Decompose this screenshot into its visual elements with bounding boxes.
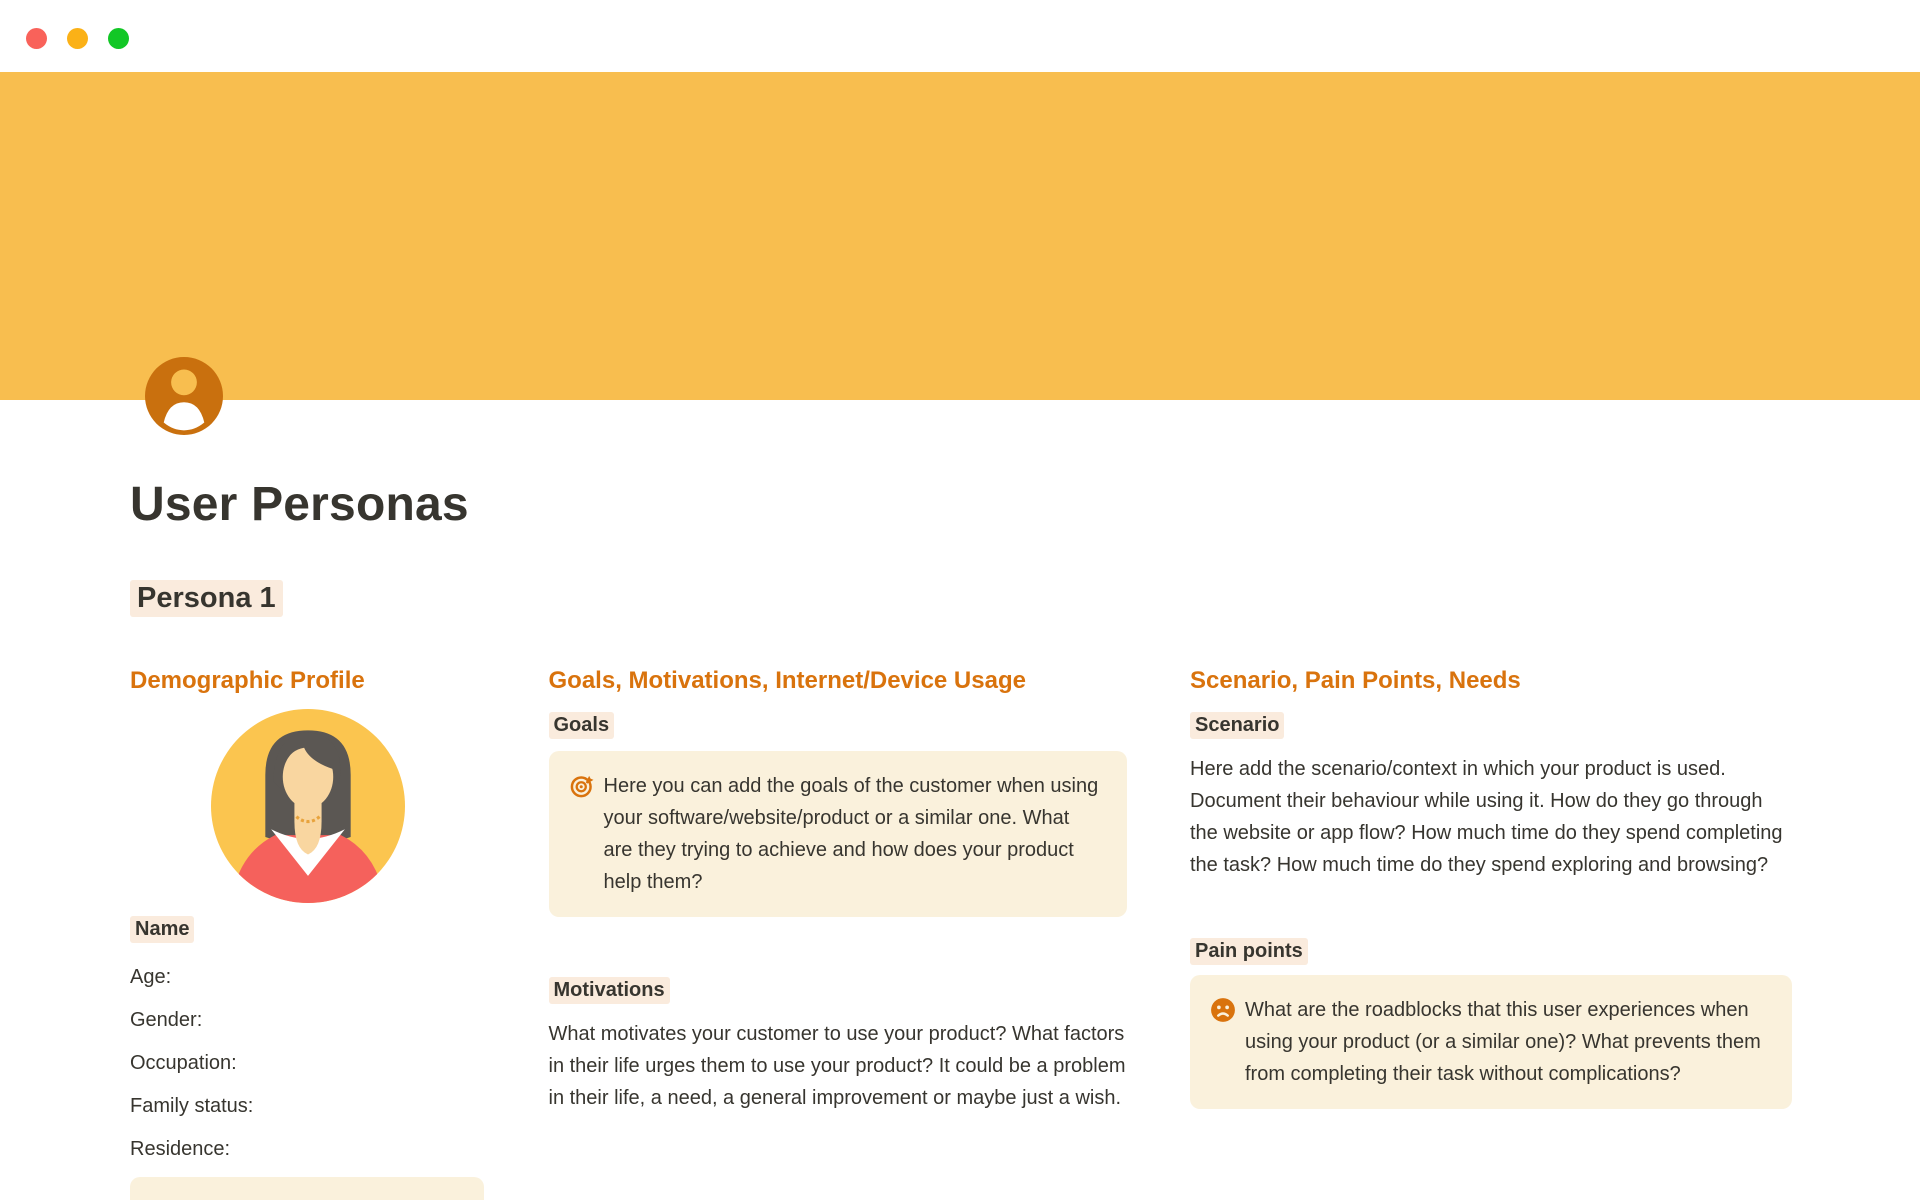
close-button[interactable] [26,28,47,49]
field-gender[interactable]: Gender: [130,1009,203,1031]
goals-callout[interactable] [549,751,1127,917]
minimize-button[interactable] [67,28,88,49]
motivations-label[interactable]: Motivations [549,975,1127,1005]
demographic-profile-heading[interactable]: Demographic Profile [130,667,365,694]
field-occupation[interactable]: Occupation: [130,1052,237,1074]
motivations-paragraph[interactable]: What motivates your customer to use your product? What factors in their life urges them to use your product? It could be a problem in their life, a need, a general improvement or maybe just a wish. [548,1023,1126,1109]
woman-avatar-illustration[interactable] [211,709,405,903]
pain-points-callout[interactable] [1190,975,1792,1109]
name-label[interactable]: Name [130,914,485,944]
page-cover-banner[interactable] [0,72,1920,400]
goals-label[interactable]: Goals [549,710,1127,740]
scenario-painpoints-heading[interactable]: Scenario, Pain Points, Needs [1190,667,1521,694]
goals-callout-text: Here you can add the goals of the customer when using your software/website/product or a similar one. What are they trying to achieve and how does your product help them? [603,775,1099,893]
field-residence[interactable]: Residence: [130,1138,231,1160]
page-body [0,475,1920,1200]
pain-points-callout-text: What are the roadblocks that this user experiences when using your product (or a similar one)? What prevents them from completing their task without complications? [1245,999,1761,1085]
field-age[interactable]: Age: [130,966,172,988]
column-goals-motivations [549,666,1127,1200]
scenario-label[interactable]: Scenario [1190,710,1792,740]
persona-columns [130,666,1792,1200]
traffic-lights [26,28,129,49]
sad-face-icon [1210,997,1236,1023]
column-scenario-painpoints [1190,666,1792,1200]
column-demographic-profile [130,666,485,1200]
persona-section-heading[interactable]: Persona 1 [130,578,1792,618]
user-circle-icon[interactable] [145,357,223,435]
scenario-paragraph[interactable]: Here add the scenario/context in which your product is used. Document their behaviour while using it. How do they go through the website or app flow? How much time do they spend completing the task? How much time do they spend exploring and browsing? [1190,758,1783,876]
target-icon [569,773,595,799]
field-family-status[interactable]: Family status: [130,1095,254,1117]
truncated-callout[interactable] [130,1177,484,1200]
zoom-button[interactable] [108,28,129,49]
page-title[interactable]: User Personas [130,478,469,531]
window-titlebar [0,0,1920,72]
pain-points-label[interactable]: Pain points [1190,936,1792,966]
goals-motivations-heading[interactable]: Goals, Motivations, Internet/Device Usage [548,667,1026,694]
